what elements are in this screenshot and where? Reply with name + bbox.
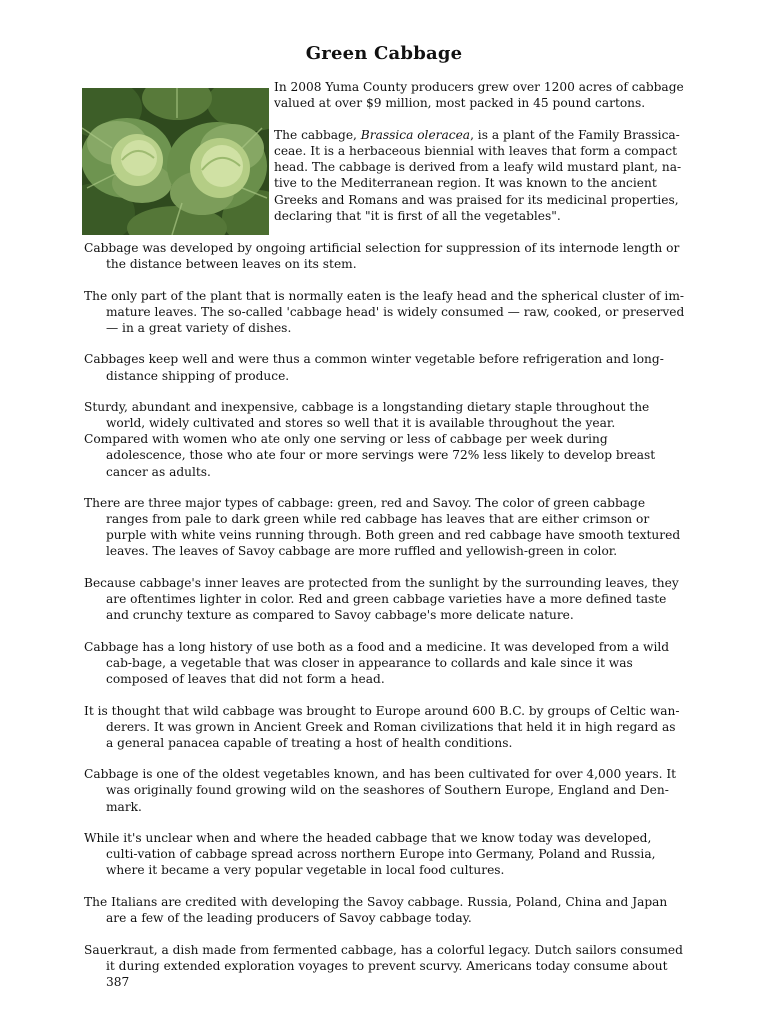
intro-p2-end: , is a plant of the Family Brassica-ceae. It is a herbaceous biennial with leaves that form a compact head. The cabbage is derived from a leafy wild mustard plant, na-tive to the Mediterranean region. It was known to the ancient Greeks and Romans and was praised for its medicinal properties, declaring that "it is first of all the vegetables". bbox=[274, 128, 682, 223]
paragraph: Cabbage has a long history of use both as a food and a medicine. It was developed from a wild cab-bage, a vegetable that was closer in appearance to collards and kale since it was composed of leaves that did not form a head. bbox=[84, 639, 670, 686]
paragraph: Sauerkraut, a dish made from fermented cabbage, has a colorful legacy. Dutch sailors consumed it during extended exploration voyages to prevent scurvy. Americans today consume about 387 bbox=[84, 942, 683, 989]
intro-paragraph-1: In 2008 Yuma County producers grew over 1200 acres of cabbage valued at over $9 million, most packed in 45 pound cartons. bbox=[274, 80, 684, 111]
scientific-name: Brassica oleracea bbox=[360, 128, 471, 143]
paragraph: Cabbage was developed by ongoing artificial selection for suppression of its internode length or the distance between leaves on its stem. bbox=[84, 241, 680, 272]
paragraph: There are three major types of cabbage: green, red and Savoy. The color of green cabbage ranges from pale to dark green while red cabbage has leaves that are either crimson or purple with white veins running through. Both green and red cabbage have smooth textured leaves. The leaves of Savoy cabbage are more ruffled and yellowish-green in color. bbox=[84, 496, 681, 559]
paragraph: The only part of the plant that is normally eaten is the leafy head and the spherical cluster of im-mature leaves. The so-called 'cabbage head' is widely consumed — raw, cooked, or preserved — in a great variety of dishes. bbox=[84, 288, 685, 335]
paragraph: Cabbages keep well and were thus a common winter vegetable before refrigeration and long-distance shipping of produce. bbox=[84, 352, 664, 383]
intro-text bbox=[274, 79, 686, 240]
page-title: Green Cabbage bbox=[305, 43, 463, 64]
cabbage-photo bbox=[82, 88, 269, 235]
paragraph: It is thought that wild cabbage was brought to Europe around 600 B.C. by groups of Celtic wan-derers. It was grown in Ancient Greek and Roman civilizations that held it in high regard as a general panacea capable of treating a host of health conditions. bbox=[84, 703, 680, 750]
body-text bbox=[84, 240, 686, 1005]
paragraph: The Italians are credited with developing the Savoy cabbage. Russia, Poland, China and Japan are a few of the leading producers of Savoy cabbage today. bbox=[84, 894, 668, 925]
paragraph: Because cabbage's inner leaves are protected from the sunlight by the surrounding leaves, they are oftentimes lighter in color. Red and green cabbage varieties have a more defined taste and crunchy texture as compared to Savoy cabbage's more delicate nature. bbox=[84, 576, 679, 623]
paragraph: Sturdy, abundant and inexpensive, cabbage is a longstanding dietary staple throughout the world, widely cultivated and stores so well that it is available throughout the year. bbox=[84, 400, 650, 431]
paragraph: Cabbage is one of the oldest vegetables known, and has been cultivated for over 4,000 years. It was originally found growing wild on the seashores of Southern Europe, England and Den-mark. bbox=[84, 767, 677, 814]
paragraph: While it's unclear when and where the headed cabbage that we know today was developed, culti-vation of cabbage spread across northern Europe into Germany, Poland and Russia, where it became a very popular vegetable in local food cultures. bbox=[84, 831, 656, 878]
paragraph: Compared with women who ate only one serving or less of cabbage per week during adolescence, those who ate four or more servings were 72% less likely to develop breast cancer as adults. bbox=[84, 432, 656, 479]
cabbage-illustration bbox=[82, 88, 269, 235]
intro-p2-start: The cabbage, bbox=[274, 128, 361, 143]
intro-paragraph-2 bbox=[274, 127, 686, 224]
